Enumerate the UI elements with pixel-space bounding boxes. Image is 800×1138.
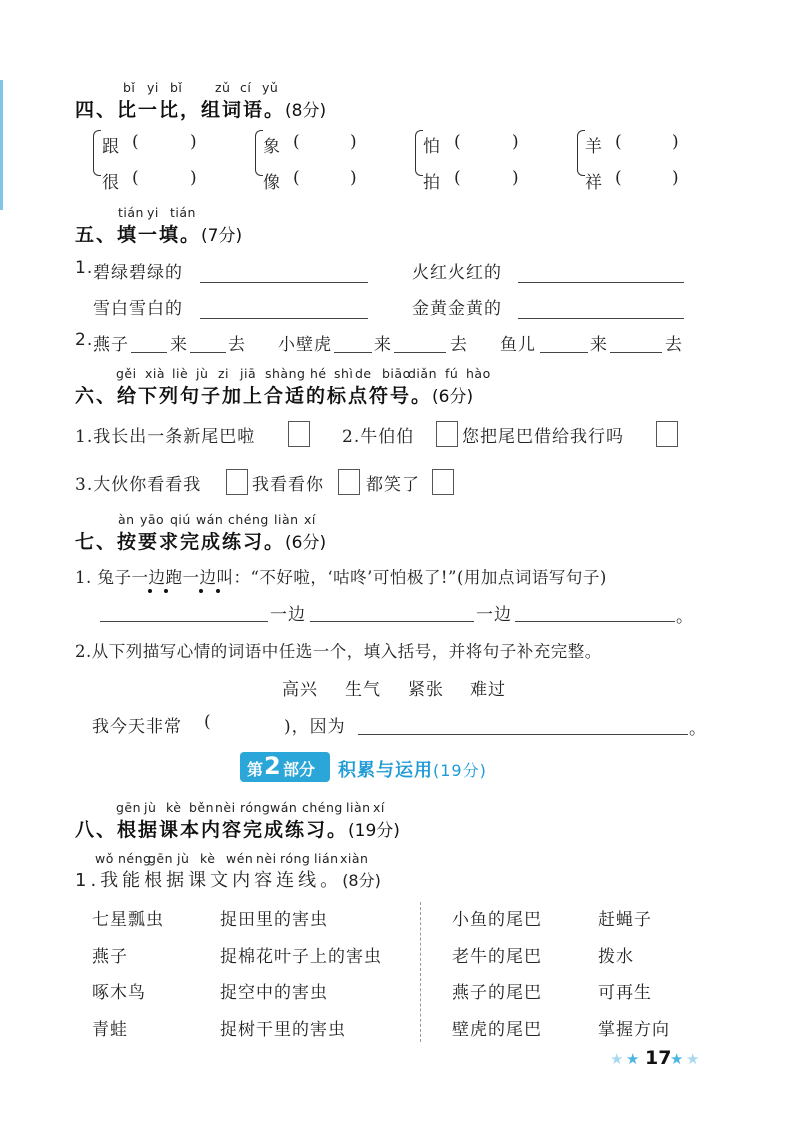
section-7-heading [75, 527, 326, 554]
period: 。 [689, 719, 707, 739]
section-score: (6分) [285, 533, 327, 553]
pinyin: yāo [140, 512, 165, 527]
match-left-item[interactable]: 燕子 [92, 947, 128, 967]
section-title: 六、给下列句子加上合适的标点符号。 [75, 385, 433, 407]
paren-close: ) [512, 132, 520, 152]
section-title: 五、填一填。 [75, 224, 202, 246]
part-title [338, 756, 487, 782]
match-left-item[interactable]: 啄木鸟 [92, 983, 146, 1003]
match-right-item[interactable]: 拨水 [598, 947, 634, 967]
pinyin: wán [196, 512, 224, 527]
fill-word: 一边 [476, 605, 512, 625]
fill-word: 来 [170, 335, 188, 355]
pinyin: yi [147, 205, 159, 220]
sentence: 1.我长出一条新尾巴啦 [75, 427, 256, 447]
pinyin: hào [466, 366, 491, 381]
paren-open: ( [615, 168, 623, 188]
punctuation-box[interactable] [288, 421, 310, 447]
section-6-heading [75, 381, 473, 408]
badge-di: 第 [247, 760, 264, 779]
pinyin: qiú [170, 512, 191, 527]
pinyin: chéng [228, 512, 269, 527]
sentence: 3.大伙你看看我 [75, 475, 202, 495]
question-score: (8分) [342, 871, 381, 890]
period: 。 [676, 607, 694, 627]
pinyin: shì [334, 366, 354, 381]
paren-close: ) [350, 132, 358, 152]
paren-open: ( [293, 168, 301, 188]
pinyin: xiàn [340, 851, 369, 866]
pinyin: nèi [256, 851, 277, 866]
section-8-heading [75, 815, 400, 842]
sentence: 都笑了 [366, 475, 420, 495]
pinyin: fú [445, 366, 459, 381]
emphasis-dot [148, 589, 152, 593]
pinyin: nèi [215, 800, 236, 815]
answer-line[interactable] [394, 352, 446, 353]
emphasis-dot [216, 589, 220, 593]
char-bottom: 很 [102, 173, 120, 193]
question-heading [75, 866, 381, 892]
pinyin: liàn [274, 512, 299, 527]
brace [255, 130, 263, 176]
match-left-item[interactable]: 老牛的尾巴 [452, 947, 542, 967]
emphasis-dot [164, 589, 168, 593]
fill-word: 去 [665, 335, 683, 355]
emphasis-dot [199, 589, 203, 593]
match-right-item[interactable]: 捉树干里的害虫 [220, 1020, 346, 1040]
fill-word: 燕子 [93, 335, 129, 355]
paren-close: ) [672, 168, 680, 188]
section-4-heading [75, 95, 326, 122]
punctuation-box[interactable] [432, 469, 454, 495]
pinyin: xià [145, 366, 166, 381]
fill-word: 一边 [270, 605, 306, 625]
char-top: 怕 [423, 137, 441, 157]
match-right-item[interactable]: 掌握方向 [598, 1020, 670, 1040]
pinyin: hé [310, 366, 327, 381]
pinyin: jiā [240, 366, 257, 381]
option-word[interactable]: 高兴 [282, 680, 318, 700]
option-word[interactable]: 生气 [345, 680, 381, 700]
column-divider [420, 902, 421, 1042]
answer-line[interactable] [200, 282, 368, 283]
fill-word: 鱼儿 [500, 335, 536, 355]
pinyin: yi [147, 80, 159, 95]
answer-line[interactable] [518, 282, 684, 283]
match-right-item[interactable]: 可再生 [598, 983, 652, 1003]
pinyin: shàng [265, 366, 306, 381]
pinyin: róng [240, 800, 271, 815]
punctuation-box[interactable] [338, 469, 360, 495]
match-left-item[interactable]: 小鱼的尾巴 [452, 910, 542, 930]
pinyin: zi [218, 366, 230, 381]
section-title: 八、根据课本内容完成练习。 [75, 819, 349, 841]
sentence: 我今天非常 [92, 717, 182, 737]
badge-bufen: 部分 [283, 760, 316, 779]
answer-line[interactable] [200, 318, 368, 319]
answer-line[interactable] [131, 352, 167, 353]
match-left-item[interactable]: 壁虎的尾巴 [452, 1020, 542, 1040]
fill-word: 小壁虎 [278, 335, 332, 355]
brace [415, 130, 423, 176]
pinyin: wǒ [95, 851, 114, 866]
pinyin: néng [118, 851, 152, 866]
section-5-heading [75, 220, 242, 247]
fill-prompt: 金黄金黄的 [412, 299, 502, 319]
char-bottom: 拍 [423, 173, 441, 193]
char-bottom: 像 [263, 173, 281, 193]
pinyin: tián [170, 205, 196, 220]
paren-open: ( [293, 132, 301, 152]
part-score: (19分) [433, 761, 487, 780]
sentence: )，因为 [284, 717, 346, 737]
fill-prompt: 火红火红的 [412, 263, 502, 283]
pinyin: jù [144, 800, 157, 815]
pinyin: běn [189, 800, 215, 815]
pinyin: bǐ [123, 80, 136, 95]
pinyin: diǎn [408, 366, 437, 381]
char-top: 象 [263, 137, 281, 157]
pinyin: xí [304, 512, 316, 527]
badge-number: 2 [264, 752, 281, 780]
fill-word: 去 [228, 335, 246, 355]
question-text: 1.我能根据课文内容连线。 [75, 870, 343, 891]
match-left-item[interactable]: 燕子的尾巴 [452, 983, 542, 1003]
pinyin: róng [280, 851, 311, 866]
pinyin: wén [226, 851, 254, 866]
answer-line[interactable] [540, 352, 588, 353]
pinyin: gěi [116, 366, 137, 381]
pinyin: cí [240, 80, 252, 95]
pinyin: lián [314, 851, 339, 866]
punctuation-box[interactable] [226, 469, 248, 495]
paren-open: ( [454, 132, 462, 152]
punctuation-box[interactable] [436, 421, 458, 447]
sentence: 2.牛伯伯 [342, 427, 415, 447]
paren-close: ) [190, 132, 198, 152]
pinyin: jù [177, 851, 190, 866]
pinyin: kè [166, 800, 182, 815]
option-word[interactable]: 紧张 [408, 680, 444, 700]
sentence: 您把尾巴借给我行吗 [462, 427, 624, 447]
match-left-item[interactable]: 七星瓢虫 [92, 910, 164, 930]
question-text: 2.从下列描写心情的词语中任选一个，填入括号，并将句子补充完整。 [75, 642, 602, 661]
fill-prompt: 碧绿碧绿的 [93, 263, 183, 283]
paren-open: ( [615, 132, 623, 152]
pinyin: biāo [382, 366, 411, 381]
paren-open: ( [454, 168, 462, 188]
pinyin: wán [270, 800, 298, 815]
pinyin: tián [118, 205, 144, 220]
option-word[interactable]: 难过 [470, 680, 506, 700]
star-icon: ★ [670, 1050, 684, 1068]
match-left-item[interactable]: 青蛙 [92, 1020, 128, 1040]
match-right-item[interactable]: 捉棉花叶子上的害虫 [220, 947, 382, 967]
section-title: 四、比一比，组词语。 [75, 99, 286, 121]
paren-close: ) [190, 168, 198, 188]
pinyin: xí [373, 800, 385, 815]
paren-close: ) [672, 132, 680, 152]
section-score: (19分) [348, 821, 400, 841]
section-score: (8分) [285, 101, 327, 121]
section-score: (6分) [432, 387, 474, 407]
left-edge-bar [0, 80, 3, 210]
answer-line[interactable] [518, 318, 684, 319]
pinyin: bǐ [170, 80, 183, 95]
match-right-item[interactable]: 捉田里的害虫 [220, 910, 328, 930]
star-icon: ★ [626, 1050, 640, 1068]
paren-open: ( [132, 132, 140, 152]
answer-line[interactable] [515, 621, 675, 622]
question-text: 1. 兔子一边跑一边叫：“不好啦，‘咕咚’可怕极了!”(用加点词语写句子) [75, 568, 607, 587]
punctuation-box[interactable] [656, 421, 678, 447]
answer-line[interactable] [610, 352, 662, 353]
fill-word: 来 [374, 335, 392, 355]
char-top: 跟 [102, 137, 120, 157]
pinyin: yǔ [262, 80, 279, 95]
part-badge [240, 752, 330, 782]
pinyin: de [355, 366, 372, 381]
pinyin: chéng [302, 800, 343, 815]
paren-open: ( [204, 712, 212, 732]
char-bottom: 祥 [585, 173, 603, 193]
star-icon: ★ [610, 1050, 624, 1068]
pinyin: gēn [148, 851, 174, 866]
pinyin: liè [172, 366, 189, 381]
match-right-item[interactable]: 捉空中的害虫 [220, 983, 328, 1003]
paren-open: ( [132, 168, 140, 188]
pinyin: àn [118, 512, 135, 527]
answer-line[interactable] [310, 621, 474, 622]
star-icon: ★ [686, 1050, 700, 1068]
pinyin: jù [196, 366, 209, 381]
char-top: 羊 [585, 137, 603, 157]
pinyin: gēn [116, 800, 142, 815]
part-title-text: 积累与运用 [338, 760, 433, 781]
fill-prompt: 雪白雪白的 [93, 299, 183, 319]
paren-close: ) [350, 168, 358, 188]
question-number: 2. [75, 330, 94, 350]
page-number: 17 [645, 1047, 672, 1069]
pinyin: zǔ [215, 80, 231, 95]
answer-line[interactable] [334, 352, 372, 353]
answer-line[interactable] [100, 621, 268, 622]
brace [577, 130, 585, 176]
pinyin: liàn [346, 800, 371, 815]
pinyin: kè [200, 851, 216, 866]
paren-close: ) [512, 168, 520, 188]
answer-line[interactable] [190, 352, 226, 353]
match-right-item[interactable]: 赶蝇子 [598, 910, 652, 930]
fill-word: 来 [590, 335, 608, 355]
section-score: (7分) [201, 226, 243, 246]
brace [93, 130, 101, 176]
fill-word: 去 [450, 335, 468, 355]
answer-line[interactable] [358, 734, 688, 735]
sentence: 我看看你 [252, 475, 324, 495]
section-title: 七、按要求完成练习。 [75, 531, 286, 553]
question-number: 1. [75, 258, 94, 278]
